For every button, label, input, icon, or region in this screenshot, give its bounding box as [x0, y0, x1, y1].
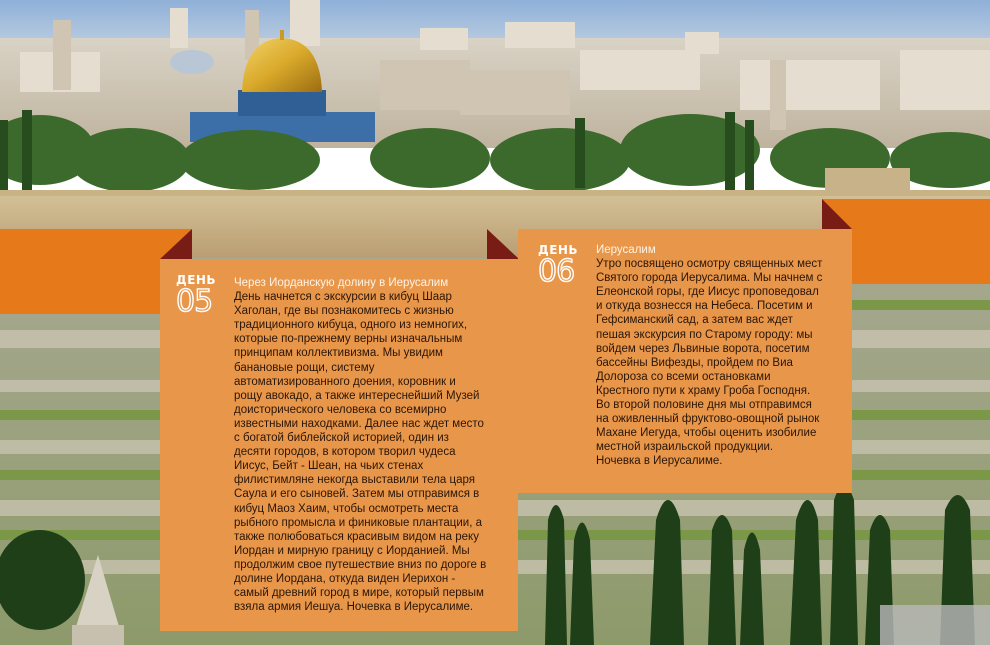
description-line: также полюбоваться красивым видом на реку: [234, 530, 479, 543]
day-06-badge: [538, 243, 578, 287]
description-line: с богатой библейской историей, один из: [234, 432, 449, 445]
day-05-description: [234, 290, 514, 614]
description-line: Святого города Иерусалима. Мы начнем с: [596, 272, 823, 285]
description-line: Утро посвящено осмотру священных мест: [596, 258, 823, 271]
description-line: Ночевка в Иерусалиме.: [596, 455, 723, 468]
day-06-description: [596, 257, 848, 468]
description-line: Иисус, Бейт - Шеан, на чьих стенах: [234, 460, 424, 473]
description-line: которые по-прежнему верны изначальным: [234, 333, 463, 346]
description-line: День начнется с экскурсии в кибуц Шаар: [234, 291, 452, 304]
description-line: взяла армия Иешуа. Ночевка в Иерусалиме.: [234, 601, 474, 614]
description-line: банановые рощи, систему: [234, 361, 375, 374]
description-line: доисторического человека со всемирно: [234, 403, 447, 416]
day-06-heading: Иерусалим: [596, 244, 656, 256]
description-line: Елеонской горы, где Иисус проповедовал: [596, 286, 819, 299]
description-line: пешая экскурсия по Старому городу: мы: [596, 328, 813, 341]
description-line: Крестного пути к храму Гроба Господня.: [596, 384, 811, 397]
description-line: автоматизированного доения, коровник и: [234, 375, 456, 388]
description-line: Долороза со всеми остановками: [596, 370, 771, 383]
description-line: продолжим свое путешествие вниз по дороге в: [234, 558, 487, 571]
description-line: Махане Иегуда, чтобы оценить изобилие: [596, 427, 817, 440]
description-line: самый древний город в мире, который первым: [234, 587, 484, 600]
day-05-heading: Через Иорданскую долину в Иерусалим: [234, 277, 449, 289]
description-line: Иордан и мирную границу с Иорданией. Мы: [234, 544, 470, 557]
description-line: войдем через Львиные ворота, посетим: [596, 342, 810, 355]
left-ribbon-fold: [160, 229, 192, 259]
right-ribbon-fold: [822, 199, 852, 229]
description-line: рыбного промысла и финиковые плантации, а: [234, 516, 483, 529]
day-05-text: [234, 276, 514, 614]
description-line: долине Иордана, откуда виден Иерихон -: [234, 572, 456, 585]
description-line: известными находками. Далее нас ждет место: [234, 417, 484, 430]
description-line: Хаголан, где вы познакомитесь с жизнью: [234, 305, 454, 318]
description-line: Саула и его сыновей. Затем мы отправимся в: [234, 488, 480, 501]
day-05-badge: [176, 273, 216, 317]
description-line: десяти городов, в котором творил чудеса: [234, 446, 456, 459]
description-line: на оживленный фруктово-овощной рынок: [596, 413, 820, 426]
description-line: филистимляне некогда выставили тела царя: [234, 474, 475, 487]
description-line: рощу авокадо, а также интереснейший Музей: [234, 389, 480, 402]
description-line: принципам коллективизма. Мы увидим: [234, 347, 443, 360]
day-06-text: [596, 243, 848, 469]
day-number: 05: [176, 284, 213, 319]
description-line: и откуда вознесся на Небеса. Посетим и: [596, 300, 813, 313]
day-number: 06: [538, 254, 575, 289]
description-line: Гефсиманский сад, а затем вас ждет: [596, 314, 793, 327]
middle-ribbon-fold: [487, 229, 519, 259]
description-line: Во второй половине дня мы отправимся: [596, 399, 812, 412]
day-label: ДЕНЬ: [176, 273, 217, 287]
day-label: ДЕНЬ: [538, 243, 579, 257]
description-line: кибуц Маоз Хаим, чтобы осмотреть места: [234, 502, 459, 515]
description-line: традиционного кибуца, одного из немногих,: [234, 319, 468, 332]
description-line: бассейны Вифезды, пройдем по Виа: [596, 356, 793, 369]
description-line: местной израильской продукции.: [596, 441, 774, 454]
